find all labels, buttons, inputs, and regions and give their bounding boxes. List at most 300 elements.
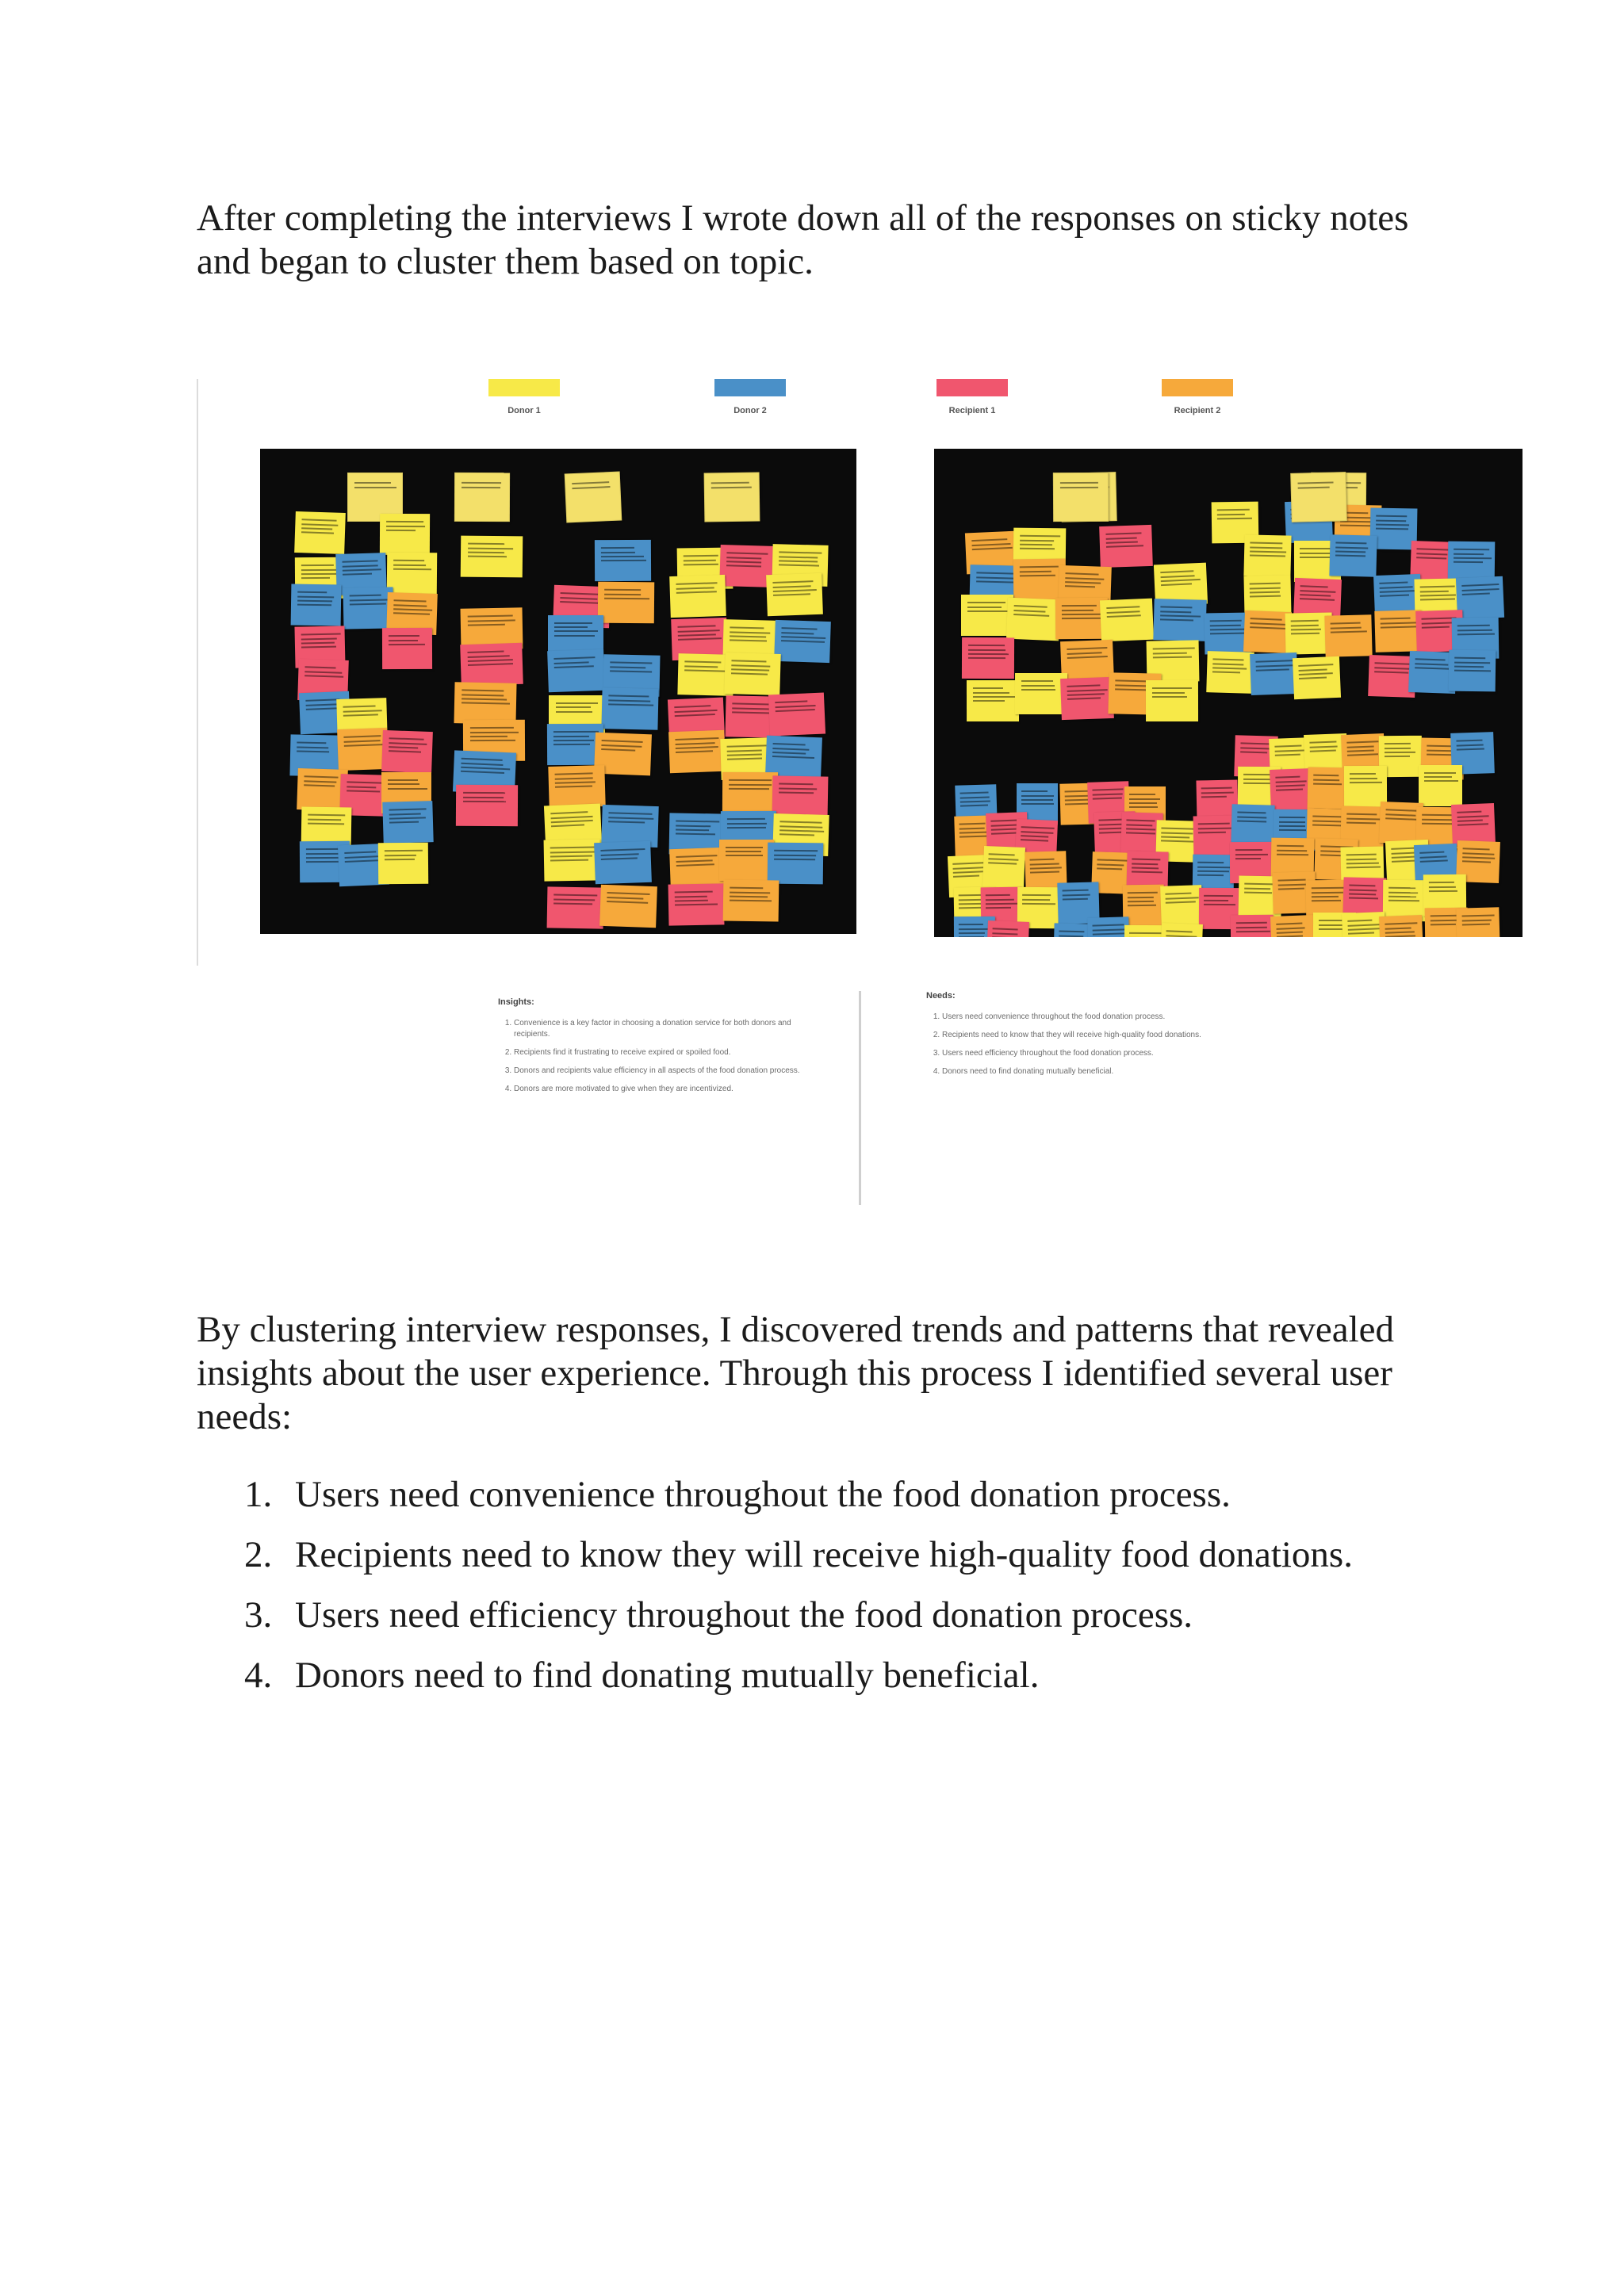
handwriting-scribble (1277, 879, 1306, 882)
handwriting-scribble (1160, 610, 1191, 613)
handwriting-scribble (1457, 819, 1483, 821)
handwriting-scribble (554, 898, 596, 901)
handwriting-scribble (1063, 894, 1090, 896)
handwriting-scribble (1299, 676, 1327, 679)
sticky-note (768, 692, 825, 736)
handwriting-scribble (676, 828, 709, 831)
handwriting-scribble (772, 747, 808, 750)
handwriting-scribble (1107, 610, 1140, 614)
handwriting-scribble (1278, 829, 1305, 831)
handwriting-scribble (1237, 812, 1266, 814)
handwriting-scribble (1204, 896, 1233, 897)
handwriting-scribble (1388, 887, 1415, 889)
handwriting-scribble (305, 698, 340, 702)
handwriting-scribble (602, 740, 643, 743)
handwriting-scribble (1313, 775, 1339, 777)
handwriting-scribble (960, 835, 990, 837)
handwriting-scribble (1166, 901, 1196, 903)
handwriting-scribble (1454, 666, 1484, 668)
handwriting-scribble (1291, 632, 1320, 634)
handwriting-scribble (727, 827, 766, 828)
handwriting-scribble (1097, 859, 1128, 861)
handwriting-scribble (727, 753, 762, 756)
sticky-note (380, 514, 430, 555)
handwriting-scribble (1298, 486, 1329, 488)
handwriting-scribble (297, 750, 330, 752)
handwriting-scribble (968, 652, 1009, 654)
handwriting-scribble (1093, 932, 1124, 935)
handwriting-scribble (464, 793, 505, 794)
caption-divider (859, 991, 861, 1205)
sticky-note (1154, 599, 1207, 641)
handwriting-scribble (1299, 668, 1327, 671)
handwriting-scribble (470, 740, 515, 741)
handwriting-scribble (779, 821, 822, 825)
handwriting-scribble (385, 859, 415, 860)
handwriting-scribble (1217, 509, 1249, 511)
handwriting-scribble (1128, 904, 1156, 906)
handwriting-scribble (726, 855, 763, 856)
handwriting-scribble (726, 565, 760, 568)
handwriting-scribble (959, 936, 985, 937)
handwriting-scribble (1059, 935, 1084, 937)
handwriting-scribble (1461, 915, 1495, 917)
handwriting-scribble (676, 737, 718, 740)
handwriting-scribble (1166, 897, 1198, 899)
handwriting-scribble (1021, 684, 1054, 686)
handwriting-scribble (1030, 859, 1055, 861)
handwriting-scribble (305, 848, 339, 850)
handwriting-scribble (1097, 867, 1121, 870)
handwriting-scribble (781, 640, 824, 643)
handwriting-scribble (675, 710, 718, 713)
handwriting-scribble (986, 903, 1018, 905)
handwriting-scribble (729, 783, 772, 785)
handwriting-scribble (1385, 817, 1419, 821)
handwriting-scribble (1277, 883, 1309, 886)
sticky-note (1146, 680, 1198, 721)
handwriting-scribble (1201, 787, 1232, 790)
sticky-note (597, 582, 653, 624)
handwriting-scribble (1313, 783, 1342, 785)
handwriting-scribble (1276, 849, 1307, 851)
handwriting-scribble (993, 928, 1018, 930)
handwriting-scribble (1061, 618, 1102, 619)
handwriting-scribble (1199, 827, 1232, 829)
handwriting-scribble (1243, 778, 1271, 779)
handwriting-scribble (1422, 626, 1450, 629)
handwriting-scribble (601, 848, 645, 851)
handwriting-scribble (554, 902, 593, 905)
handwriting-scribble (554, 635, 595, 637)
handwriting-scribble (556, 711, 592, 713)
handwriting-scribble (677, 626, 714, 628)
sticky-note (1324, 614, 1373, 657)
handwriting-scribble (301, 645, 335, 648)
handwriting-scribble (684, 555, 718, 557)
handwriting-scribble (959, 928, 990, 930)
handwriting-scribble (676, 750, 713, 753)
sticky-note (1124, 925, 1166, 937)
handwriting-scribble (1127, 824, 1153, 826)
handwriting-scribble (1256, 664, 1293, 668)
sticky-note (1456, 907, 1500, 937)
handwriting-scribble (342, 564, 377, 567)
handwriting-scribble (386, 525, 426, 526)
handwriting-scribble (554, 630, 598, 632)
handwriting-scribble (468, 655, 509, 658)
handwriting-scribble (1419, 851, 1445, 854)
handwriting-scribble (1210, 620, 1242, 622)
handwriting-scribble (1346, 854, 1377, 856)
handwriting-scribble (1152, 691, 1185, 693)
handwriting-scribble (1030, 863, 1059, 865)
sticky-note (456, 785, 518, 826)
handwriting-scribble (389, 817, 426, 819)
handwriting-scribble (307, 823, 343, 825)
handwriting-scribble (730, 631, 769, 633)
handwriting-scribble (986, 899, 1014, 901)
handwriting-scribble (1250, 618, 1281, 622)
handwriting-scribble (726, 851, 761, 852)
handwriting-scribble (297, 599, 332, 602)
handwriting-scribble (1346, 858, 1377, 860)
handwriting-scribble (773, 585, 811, 588)
handwriting-scribble (973, 692, 1009, 694)
handwriting-scribble (1161, 832, 1192, 834)
handwriting-scribble (779, 556, 818, 558)
handwriting-scribble (1298, 664, 1332, 667)
legend-label: Donor 1 (508, 406, 541, 415)
handwriting-scribble (1291, 628, 1321, 630)
findings-paragraph: By clustering interview responses, I discovered trends and patterns that revealed insights about the user experience. Through this process I identified several user needs: (197, 1309, 1395, 1437)
legend-swatch (1162, 379, 1233, 396)
handwriting-scribble (993, 936, 1024, 937)
handwriting-scribble (1380, 622, 1417, 624)
handwriting-scribble (973, 700, 1005, 702)
handwriting-scribble (301, 527, 333, 530)
sticky-note (548, 765, 605, 808)
handwriting-scribble (342, 561, 377, 563)
handwriting-scribble (1291, 624, 1319, 626)
handwriting-scribble (1454, 670, 1491, 672)
needs-title: Needs: (926, 991, 956, 1001)
handwriting-scribble (1065, 577, 1105, 580)
handwriting-scribble (986, 894, 1010, 896)
handwriting-scribble (1166, 893, 1192, 895)
handwriting-scribble (960, 796, 990, 798)
handwriting-scribble (1416, 553, 1447, 555)
handwriting-scribble (468, 615, 513, 618)
handwriting-scribble (773, 581, 814, 584)
handwriting-scribble (731, 668, 768, 671)
sticky-note (774, 619, 830, 662)
handwriting-scribble (727, 749, 761, 752)
handwriting-scribble (1240, 747, 1272, 749)
handwriting-scribble (462, 487, 500, 488)
handwriting-scribble (608, 703, 653, 706)
handwriting-scribble (772, 752, 806, 755)
handwriting-scribble (730, 892, 770, 894)
sticky-note (982, 846, 1025, 889)
handwriting-scribble (1063, 898, 1087, 901)
handwriting-scribble (1274, 754, 1300, 756)
handwriting-scribble (1065, 573, 1098, 576)
handwriting-scribble (1213, 659, 1244, 661)
user-need-text: Users need convenience throughout the food donation process. (295, 1474, 1231, 1515)
handwriting-scribble (297, 742, 327, 744)
handwriting-scribble (774, 850, 818, 852)
handwriting-scribble (1428, 886, 1455, 888)
handwriting-scribble (393, 599, 427, 602)
handwriting-scribble (1349, 893, 1376, 895)
handwriting-scribble (551, 819, 593, 822)
handwriting-scribble (960, 800, 990, 802)
handwriting-scribble (1330, 622, 1359, 625)
handwriting-scribble (959, 827, 985, 829)
handwriting-scribble (988, 862, 1017, 864)
handwriting-scribble (676, 900, 709, 902)
handwriting-scribble (989, 858, 1019, 861)
handwriting-scribble (731, 672, 767, 675)
handwriting-scribble (1349, 777, 1377, 779)
handwriting-scribble (676, 583, 717, 586)
handwriting-scribble (343, 740, 380, 743)
handwriting-scribble (1277, 935, 1304, 937)
handwriting-scribble (773, 589, 816, 592)
handwriting-scribble (776, 704, 815, 707)
handwriting-scribble (1107, 614, 1141, 618)
handwriting-scribble (1312, 816, 1343, 818)
handwriting-scribble (678, 637, 722, 641)
handwriting-scribble (1093, 924, 1124, 927)
insights-title: Insights: (498, 997, 534, 1007)
handwriting-scribble (1415, 667, 1450, 670)
handwriting-scribble (1021, 688, 1055, 690)
handwriting-scribble (1093, 793, 1123, 795)
handwriting-scribble (1312, 820, 1342, 822)
handwriting-scribble (1388, 891, 1419, 893)
needs-caption (926, 991, 1259, 1085)
handwriting-scribble (1349, 885, 1375, 887)
handwriting-scribble (1237, 820, 1266, 822)
handwriting-scribble (611, 666, 645, 668)
handwriting-scribble (607, 897, 643, 900)
handwriting-scribble (1021, 827, 1054, 830)
handwriting-scribble (676, 832, 715, 835)
handwriting-scribble (301, 573, 339, 575)
handwriting-scribble (343, 851, 375, 854)
handwriting-scribble (462, 689, 504, 691)
handwriting-scribble (968, 645, 1005, 646)
handwriting-scribble (468, 659, 513, 662)
handwriting-scribble (1276, 845, 1304, 847)
handwriting-scribble (386, 521, 424, 522)
handwriting-scribble (1132, 863, 1158, 865)
handwriting-scribble (1347, 749, 1375, 752)
handwriting-scribble (1021, 790, 1047, 792)
handwriting-scribble (554, 736, 589, 737)
handwriting-scribble (1309, 744, 1338, 747)
handwriting-scribble (730, 887, 764, 890)
user-need-text: Recipients need to know they will receive high-quality food donations. (295, 1534, 1353, 1575)
handwriting-scribble (1106, 545, 1143, 548)
handwriting-scribble (1419, 860, 1447, 863)
handwriting-scribble (1376, 524, 1409, 526)
handwriting-scribble (1160, 614, 1201, 617)
handwriting-scribble (1060, 487, 1098, 488)
handwriting-scribble (1217, 514, 1245, 515)
handwriting-scribble (1300, 585, 1328, 587)
handwriting-scribble (1385, 931, 1415, 933)
handwriting-scribble (551, 859, 589, 862)
handwriting-scribble (1132, 867, 1159, 869)
handwriting-scribble (1019, 574, 1055, 576)
handwriting-scribble (1061, 614, 1102, 615)
handwriting-scribble (1244, 883, 1275, 886)
handwriting-scribble (676, 896, 707, 898)
user-need-text: Users need efficiency throughout the food donation process. (295, 1594, 1193, 1636)
handwriting-scribble (1347, 932, 1374, 934)
cluster-header-note (1290, 472, 1347, 522)
handwriting-scribble (676, 825, 710, 827)
handwriting-scribble (1275, 784, 1305, 786)
handwriting-scribble (554, 744, 591, 745)
handwriting-scribble (1346, 818, 1381, 821)
handwriting-scribble (1381, 626, 1418, 628)
handwriting-scribble (1335, 554, 1365, 557)
handwriting-scribble (1385, 927, 1411, 929)
handwriting-scribble (727, 758, 761, 760)
legend-label: Donor 2 (733, 406, 767, 415)
handwriting-scribble (727, 745, 767, 748)
handwriting-scribble (1020, 535, 1061, 538)
handwriting-scribble (601, 744, 642, 747)
handwriting-scribble (1385, 756, 1410, 757)
cluster-header-note (1053, 473, 1109, 522)
handwriting-scribble (730, 896, 768, 898)
handwriting-scribble (470, 732, 519, 733)
handwriting-scribble (1380, 618, 1409, 620)
handwriting-scribble (301, 531, 335, 534)
handwriting-scribble (1199, 831, 1227, 833)
handwriting-scribble (1457, 625, 1490, 627)
handwriting-scribble (346, 790, 380, 792)
handwriting-scribble (1250, 626, 1287, 629)
handwriting-scribble (1236, 930, 1271, 932)
handwriting-scribble (1022, 899, 1050, 901)
handwriting-scribble (976, 572, 1016, 575)
sticky-note (768, 842, 823, 884)
handwriting-scribble (729, 779, 772, 781)
handwriting-scribble (953, 870, 986, 873)
handwriting-scribble (301, 569, 339, 571)
handwriting-scribble (1160, 575, 1195, 578)
user-need-item (197, 1473, 1434, 1517)
sticky-note (1231, 804, 1275, 846)
handwriting-scribble (952, 862, 983, 865)
handwriting-scribble (1020, 539, 1055, 541)
handwriting-scribble (1420, 591, 1449, 593)
handwriting-scribble (730, 626, 764, 629)
handwriting-scribble (726, 557, 760, 559)
handwriting-scribble (347, 781, 385, 783)
handwriting-scribble (1198, 862, 1224, 863)
handwriting-scribble (1346, 740, 1378, 744)
handwriting-scribble (1132, 871, 1162, 873)
sticky-note (1250, 652, 1298, 695)
sticky-note (454, 682, 516, 725)
handwriting-scribble (343, 568, 381, 571)
handwriting-scribble (1422, 822, 1455, 824)
handwriting-scribble (1021, 803, 1053, 805)
handwriting-scribble (1161, 583, 1192, 586)
cluster-header-note (454, 473, 510, 522)
sticky-note (1231, 914, 1274, 937)
handwriting-scribble (1420, 586, 1454, 588)
handwriting-scribble (1347, 928, 1382, 931)
legend-donor-1 (486, 379, 562, 415)
sticky-note (1006, 598, 1060, 641)
handwriting-scribble (1059, 931, 1084, 933)
handwriting-scribble (1380, 589, 1417, 592)
handwriting-scribble (1250, 595, 1281, 597)
handwriting-scribble (1417, 549, 1450, 551)
handwriting-scribble (1021, 799, 1053, 801)
insights-caption (498, 997, 815, 1102)
handwriting-scribble (967, 602, 1005, 603)
sticky-note (1160, 885, 1203, 928)
handwriting-scribble (470, 736, 508, 737)
handwriting-scribble (554, 894, 597, 896)
handwriting-scribble (776, 709, 815, 712)
handwriting-scribble (464, 797, 504, 798)
handwriting-scribble (554, 661, 589, 664)
handwriting-scribble (1415, 659, 1445, 661)
handwriting-scribble (1346, 745, 1373, 748)
handwriting-scribble (959, 924, 984, 926)
handwriting-scribble (1152, 687, 1192, 689)
sticky-note (967, 680, 1019, 721)
handwriting-scribble (989, 854, 1015, 856)
handwriting-scribble (604, 593, 640, 595)
sticky-note (460, 643, 523, 686)
handwriting-scribble (1298, 481, 1334, 484)
handwriting-scribble (1336, 542, 1367, 545)
handwriting-scribble (1020, 544, 1052, 545)
handwriting-scribble (304, 671, 343, 674)
handwriting-scribble (1067, 647, 1108, 650)
handwriting-scribble (1161, 579, 1201, 582)
handwriting-scribble (601, 552, 635, 553)
handwriting-scribble (1204, 900, 1228, 901)
handwriting-scribble (1256, 668, 1289, 671)
handwriting-scribble (1127, 820, 1155, 822)
handwriting-scribble (346, 786, 375, 788)
need-item: 2. Recipients need to know that they will receive high-quality food donations. (942, 1030, 1259, 1041)
handwriting-scribble (462, 758, 503, 761)
sticky-note (986, 920, 1029, 937)
handwriting-scribble (561, 593, 602, 596)
handwriting-scribble (1347, 753, 1378, 756)
handwriting-scribble (1380, 594, 1409, 596)
handwriting-scribble (354, 482, 391, 484)
handwriting-scribble (976, 576, 1016, 579)
sticky-note (1293, 656, 1342, 698)
handwriting-scribble (297, 595, 334, 598)
handwriting-scribble (349, 595, 381, 597)
handwriting-scribble (468, 624, 505, 626)
